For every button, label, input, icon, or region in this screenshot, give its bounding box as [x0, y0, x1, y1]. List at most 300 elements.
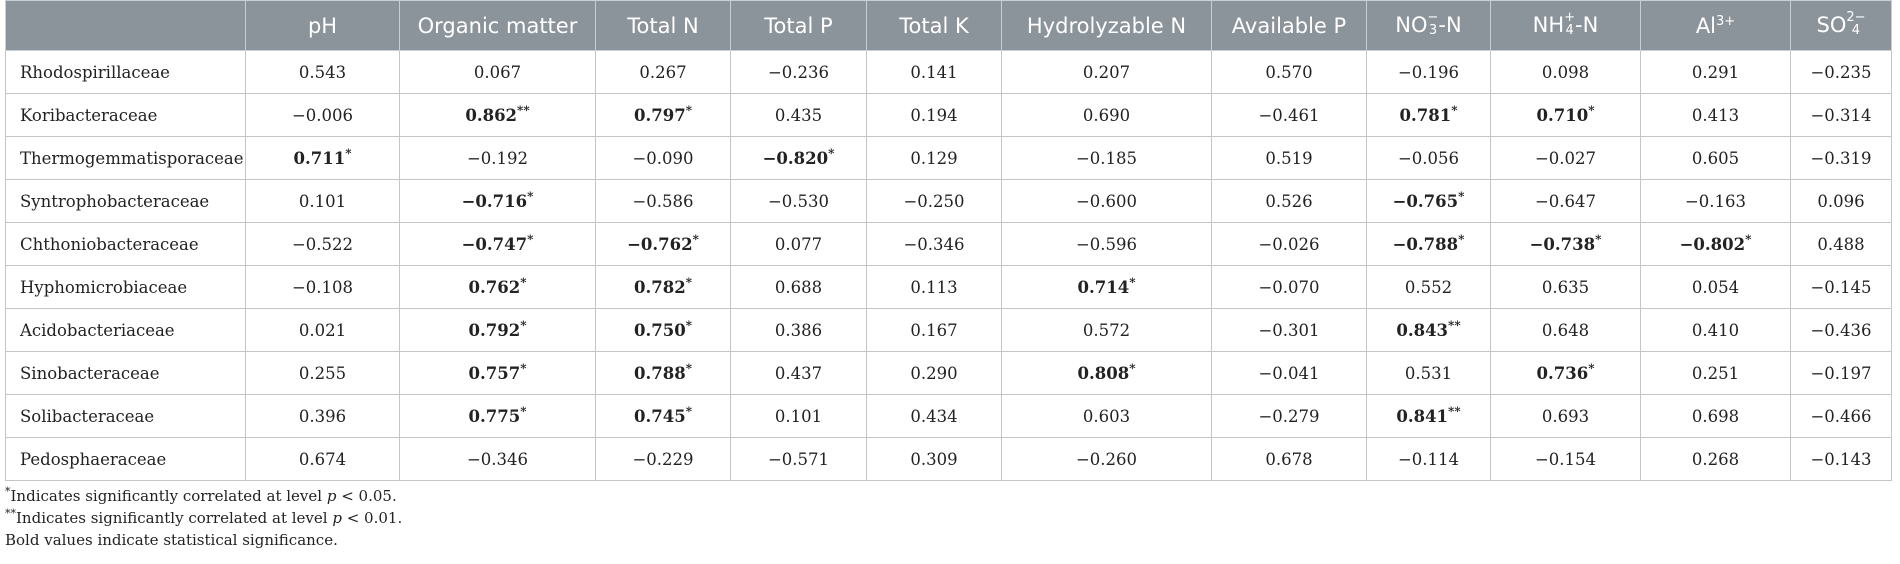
cell-value: 0.710	[1536, 105, 1589, 125]
cell-value: 0.862	[465, 105, 518, 125]
cell-value: −0.114	[1397, 449, 1460, 469]
table-cell	[400, 309, 596, 352]
table-cell	[596, 223, 731, 266]
col-header-no3-n	[1367, 1, 1491, 51]
row-label: Hyphomicrobiaceae	[6, 266, 246, 309]
table-cell	[1641, 180, 1791, 223]
table-cell	[867, 94, 1002, 137]
cell-value: 0.098	[1541, 62, 1590, 82]
table-cell	[1002, 438, 1212, 481]
table-cell	[867, 395, 1002, 438]
table-cell	[1791, 352, 1892, 395]
table-cell	[596, 352, 731, 395]
table-row	[6, 137, 1892, 180]
footnote-p-symbol: p	[332, 509, 342, 527]
nh4-base: NH	[1532, 12, 1565, 37]
table-cell	[400, 223, 596, 266]
cell-value: −0.279	[1258, 406, 1320, 426]
significance-mark: *	[1129, 275, 1136, 289]
table-cell	[1002, 223, 1212, 266]
significance-mark: *	[685, 404, 692, 418]
table-body	[6, 51, 1892, 481]
footnote-bold: Bold values indicate statistical significance.	[5, 531, 338, 549]
table-cell	[246, 395, 400, 438]
col-header-available-p: Available P	[1212, 1, 1367, 51]
cell-value: −0.461	[1258, 105, 1320, 125]
table-cell	[1641, 438, 1791, 481]
table-cell	[1002, 137, 1212, 180]
table-cell	[1212, 438, 1367, 481]
cell-value: −0.070	[1258, 277, 1320, 297]
table-row	[6, 438, 1892, 481]
cell-value: −0.185	[1075, 148, 1138, 168]
table-cell	[1212, 180, 1367, 223]
table-cell	[1212, 94, 1367, 137]
significance-mark: **	[1448, 318, 1461, 332]
cell-value: −0.765	[1392, 191, 1459, 211]
cell-value: 0.782	[634, 277, 686, 297]
cell-value: 0.788	[634, 363, 686, 383]
cell-value: 0.690	[1082, 105, 1131, 125]
significance-mark: *	[1588, 103, 1595, 117]
cell-value: 0.775	[468, 406, 521, 426]
footnote-text: Indicates significantly correlated at level	[10, 487, 327, 505]
table-cell	[1212, 223, 1367, 266]
table-cell	[1491, 180, 1641, 223]
nh4-sub: 4	[1565, 22, 1574, 38]
table-cell	[1002, 180, 1212, 223]
al-sup: 3+	[1716, 13, 1736, 29]
table-cell	[867, 180, 1002, 223]
table-cell	[1212, 352, 1367, 395]
table-cell	[1002, 94, 1212, 137]
row-label: Acidobacteriaceae	[6, 309, 246, 352]
table-cell	[1491, 51, 1641, 94]
table-cell	[596, 266, 731, 309]
cell-value: 0.678	[1265, 449, 1313, 469]
table-cell	[596, 137, 731, 180]
cell-value: −0.229	[632, 449, 694, 469]
cell-value: −0.108	[291, 277, 354, 297]
cell-value: 0.413	[1691, 105, 1740, 125]
table-cell	[867, 51, 1002, 94]
so4-script	[1846, 11, 1865, 37]
cell-value: −0.747	[461, 234, 528, 254]
cell-value: 0.141	[910, 62, 958, 82]
table-cell	[246, 352, 400, 395]
row-label: Solibacteraceae	[6, 395, 246, 438]
cell-value: 0.526	[1265, 191, 1313, 211]
table-cell	[867, 438, 1002, 481]
significance-mark: *	[685, 318, 692, 332]
cell-value: 0.781	[1399, 105, 1452, 125]
cell-value: 0.396	[298, 406, 347, 426]
table-row	[6, 352, 1892, 395]
cell-value: −0.522	[291, 234, 354, 254]
table-cell	[596, 94, 731, 137]
cell-value: 0.067	[473, 62, 522, 82]
cell-value: 0.267	[639, 62, 687, 82]
cell-value: −0.436	[1810, 320, 1872, 340]
table-cell	[1791, 137, 1892, 180]
col-header-total-p: Total P	[731, 1, 867, 51]
table-cell	[1367, 395, 1491, 438]
cell-value: −0.154	[1534, 449, 1597, 469]
table-cell	[246, 94, 400, 137]
table-cell	[1791, 223, 1892, 266]
table-cell	[731, 180, 867, 223]
nh4-tail: -N	[1575, 12, 1599, 37]
table-cell	[1791, 395, 1892, 438]
table-cell	[1641, 352, 1791, 395]
col-header-ph: pH	[246, 1, 400, 51]
table-cell	[1491, 352, 1641, 395]
cell-value: 0.268	[1691, 449, 1740, 469]
nh4-sup: +	[1564, 9, 1576, 25]
cell-value: 0.745	[634, 406, 686, 426]
table-cell	[400, 395, 596, 438]
col-header-total-k: Total K	[867, 1, 1002, 51]
cell-value: −0.571	[767, 449, 830, 469]
table-cell	[1791, 438, 1892, 481]
table-cell	[731, 51, 867, 94]
table-cell	[731, 438, 867, 481]
cell-value: −0.788	[1392, 234, 1459, 254]
table-cell	[1212, 51, 1367, 94]
footnote-text: Indicates significantly correlated at level	[16, 509, 333, 527]
table-cell	[1212, 266, 1367, 309]
cell-value: −0.192	[466, 148, 529, 168]
table-cell	[1367, 223, 1491, 266]
table-row	[6, 180, 1892, 223]
table-cell	[1212, 395, 1367, 438]
table-cell	[731, 395, 867, 438]
cell-value: 0.843	[1396, 320, 1449, 340]
table-cell	[1367, 438, 1491, 481]
table-cell	[596, 51, 731, 94]
cell-value: 0.543	[298, 62, 347, 82]
table-cell	[1491, 395, 1641, 438]
cell-value: 0.410	[1691, 320, 1740, 340]
no3-sup: −	[1427, 9, 1439, 25]
table-cell	[1641, 94, 1791, 137]
table-cell	[867, 309, 1002, 352]
cell-value: −0.090	[632, 148, 694, 168]
cell-value: −0.647	[1534, 191, 1597, 211]
cell-value: 0.096	[1817, 191, 1865, 211]
table-cell	[1212, 137, 1367, 180]
row-label: Chthoniobacteraceae	[6, 223, 246, 266]
cell-value: 0.207	[1082, 62, 1131, 82]
cell-value: 0.797	[634, 105, 686, 125]
table-row	[6, 266, 1892, 309]
cell-value: −0.235	[1810, 62, 1872, 82]
cell-value: 0.572	[1082, 320, 1131, 340]
table-cell	[1002, 309, 1212, 352]
cell-value: 0.603	[1082, 406, 1131, 426]
table-cell	[731, 137, 867, 180]
so4-base: SO	[1816, 12, 1847, 37]
cell-value: 0.531	[1404, 363, 1453, 383]
cell-value: −0.236	[767, 62, 830, 82]
table-cell	[246, 309, 400, 352]
table-cell	[246, 180, 400, 223]
table-cell	[1491, 266, 1641, 309]
table-cell	[867, 137, 1002, 180]
cell-value: 0.309	[910, 449, 958, 469]
cell-value: −0.250	[903, 191, 965, 211]
cell-value: 0.757	[468, 363, 521, 383]
cell-value: 0.808	[1077, 363, 1130, 383]
cell-value: 0.113	[910, 277, 958, 297]
cell-value: −0.197	[1810, 363, 1872, 383]
cell-value: 0.054	[1691, 277, 1740, 297]
cell-value: 0.570	[1265, 62, 1313, 82]
significance-mark: *	[1588, 361, 1595, 375]
significance-mark: **	[1448, 404, 1461, 418]
table-cell	[1491, 137, 1641, 180]
row-label: Koribacteraceae	[6, 94, 246, 137]
cell-value: −0.041	[1258, 363, 1320, 383]
no3-script	[1428, 11, 1439, 37]
cell-value: −0.026	[1258, 234, 1320, 254]
cell-value: −0.596	[1075, 234, 1138, 254]
cell-value: 0.101	[298, 191, 347, 211]
table-cell	[400, 51, 596, 94]
cell-value: 0.792	[468, 320, 521, 340]
cell-value: 0.605	[1691, 148, 1740, 168]
cell-value: −0.143	[1810, 449, 1872, 469]
cell-value: 0.255	[298, 363, 347, 383]
cell-value: 0.714	[1077, 277, 1130, 297]
cell-value: 0.711	[293, 148, 346, 168]
cell-value: 0.101	[774, 406, 823, 426]
col-header-hydrolyzable-n: Hydrolyzable N	[1002, 1, 1212, 51]
cell-value: −0.586	[632, 191, 694, 211]
table-cell	[1212, 309, 1367, 352]
table-row	[6, 395, 1892, 438]
col-header-al3	[1641, 1, 1791, 51]
cell-value: 0.291	[1691, 62, 1740, 82]
significance-mark: *	[1451, 103, 1458, 117]
table-cell	[400, 94, 596, 137]
cell-value: −0.145	[1810, 277, 1872, 297]
significance-mark: *	[828, 146, 835, 160]
table-cell	[1367, 180, 1491, 223]
cell-value: 0.290	[910, 363, 958, 383]
table-cell	[1491, 223, 1641, 266]
cell-value: −0.762	[627, 234, 693, 254]
significance-mark: *	[1745, 232, 1752, 246]
table-cell	[731, 223, 867, 266]
cell-value: 0.552	[1404, 277, 1453, 297]
cell-value: 0.674	[298, 449, 347, 469]
cell-value: −0.600	[1075, 191, 1138, 211]
cell-value: 0.437	[774, 363, 823, 383]
significance-mark: **	[517, 103, 530, 117]
no3-base: NO	[1395, 12, 1428, 37]
cell-value: 0.129	[910, 148, 958, 168]
table-cell	[400, 438, 596, 481]
footnote-p-symbol: p	[326, 487, 337, 505]
cell-value: −0.006	[291, 105, 354, 125]
table-cell	[1367, 137, 1491, 180]
significance-mark: *	[527, 232, 534, 246]
table-cell	[246, 266, 400, 309]
cell-value: −0.027	[1534, 148, 1597, 168]
footnote-threshold: < 0.05.	[336, 487, 397, 505]
table-cell	[246, 137, 400, 180]
correlation-table-container	[5, 0, 1891, 481]
table-cell	[246, 223, 400, 266]
header-corner	[6, 1, 246, 51]
cell-value: 0.077	[774, 234, 823, 254]
significance-mark: *	[1129, 361, 1136, 375]
cell-value: 0.693	[1541, 406, 1590, 426]
row-label: Sinobacteraceae	[6, 352, 246, 395]
significance-mark: *	[1458, 232, 1465, 246]
cell-value: −0.314	[1810, 105, 1872, 125]
cell-value: −0.260	[1075, 449, 1138, 469]
cell-value: 0.386	[774, 320, 823, 340]
significance-mark: *	[685, 361, 692, 375]
cell-value: 0.435	[774, 105, 823, 125]
cell-value: 0.635	[1541, 277, 1590, 297]
footnote-p001	[5, 507, 402, 529]
significance-mark: *	[520, 275, 527, 289]
cell-value: 0.762	[468, 277, 521, 297]
no3-tail: -N	[1438, 12, 1462, 37]
cell-value: −0.802	[1679, 234, 1746, 254]
row-label: Rhodospirillaceae	[6, 51, 246, 94]
cell-value: −0.319	[1810, 148, 1872, 168]
table-cell	[1641, 137, 1791, 180]
table-cell	[1491, 438, 1641, 481]
cell-value: −0.346	[903, 234, 965, 254]
table-cell	[400, 137, 596, 180]
significance-mark: *	[520, 404, 527, 418]
table-cell	[867, 352, 1002, 395]
cell-value: −0.820	[762, 148, 829, 168]
table-cell	[1641, 266, 1791, 309]
so4-sub: 4	[1851, 22, 1861, 38]
correlation-table	[5, 0, 1892, 481]
cell-value: −0.346	[466, 449, 529, 469]
cell-value: 0.698	[1691, 406, 1740, 426]
footnote-p005	[5, 485, 402, 507]
table-cell	[596, 180, 731, 223]
cell-value: −0.716	[461, 191, 528, 211]
table-cell	[1367, 352, 1491, 395]
row-label: Syntrophobacteraceae	[6, 180, 246, 223]
table-cell	[731, 266, 867, 309]
cell-value: −0.056	[1397, 148, 1460, 168]
table-cell	[596, 395, 731, 438]
table-cell	[731, 309, 867, 352]
table-cell	[246, 51, 400, 94]
cell-value: 0.434	[910, 406, 958, 426]
table-cell	[1367, 309, 1491, 352]
table-cell	[1002, 395, 1212, 438]
table-cell	[1367, 51, 1491, 94]
cell-value: −0.466	[1810, 406, 1872, 426]
significance-mark: *	[685, 103, 692, 117]
cell-value: 0.648	[1541, 320, 1590, 340]
nh4-script	[1564, 11, 1575, 37]
table-cell	[1002, 352, 1212, 395]
table-cell	[596, 438, 731, 481]
table-cell	[867, 223, 1002, 266]
significance-mark: *	[527, 189, 534, 203]
footnote-threshold: < 0.01.	[341, 509, 403, 527]
cell-value: 0.688	[774, 277, 823, 297]
footnote-mark: **	[5, 507, 16, 520]
cell-value: 0.021	[298, 320, 347, 340]
table-cell	[1791, 309, 1892, 352]
cell-value: −0.301	[1258, 320, 1320, 340]
cell-value: 0.251	[1691, 363, 1740, 383]
table-cell	[1641, 223, 1791, 266]
cell-value: 0.750	[634, 320, 686, 340]
cell-value: 0.736	[1536, 363, 1589, 383]
significance-mark: *	[520, 361, 527, 375]
table-row	[6, 94, 1892, 137]
col-header-nh4-n	[1491, 1, 1641, 51]
table-footnotes	[5, 485, 402, 551]
table-cell	[867, 266, 1002, 309]
cell-value: 0.194	[910, 105, 958, 125]
table-cell	[1641, 309, 1791, 352]
cell-value: 0.167	[910, 320, 958, 340]
cell-value: −0.738	[1529, 234, 1596, 254]
table-cell	[400, 266, 596, 309]
significance-mark: *	[692, 232, 699, 246]
table-cell	[1791, 94, 1892, 137]
so4-sup: 2−	[1846, 9, 1866, 25]
table-cell	[1641, 51, 1791, 94]
table-cell	[1002, 266, 1212, 309]
significance-mark: *	[685, 275, 692, 289]
table-cell	[1641, 395, 1791, 438]
table-cell	[400, 352, 596, 395]
col-header-organic-matter: Organic matter	[400, 1, 596, 51]
table-cell	[731, 352, 867, 395]
significance-mark: *	[1458, 189, 1465, 203]
footnote-mark: *	[5, 485, 11, 498]
cell-value: −0.530	[767, 191, 830, 211]
col-header-so4	[1791, 1, 1892, 51]
cell-value: 0.841	[1396, 406, 1449, 426]
table-row	[6, 309, 1892, 352]
col-header-total-n: Total N	[596, 1, 731, 51]
table-cell	[1491, 309, 1641, 352]
al-base: Al	[1695, 13, 1717, 38]
table-cell	[596, 309, 731, 352]
table-cell	[1002, 51, 1212, 94]
table-cell	[400, 180, 596, 223]
table-cell	[1491, 94, 1641, 137]
row-label: Pedosphaeraceae	[6, 438, 246, 481]
table-row	[6, 223, 1892, 266]
significance-mark: *	[1595, 232, 1602, 246]
cell-value: −0.163	[1684, 191, 1747, 211]
table-row	[6, 51, 1892, 94]
table-cell	[1791, 180, 1892, 223]
table-cell	[1791, 51, 1892, 94]
cell-value: 0.519	[1265, 148, 1313, 168]
table-cell	[246, 438, 400, 481]
significance-mark: *	[520, 318, 527, 332]
